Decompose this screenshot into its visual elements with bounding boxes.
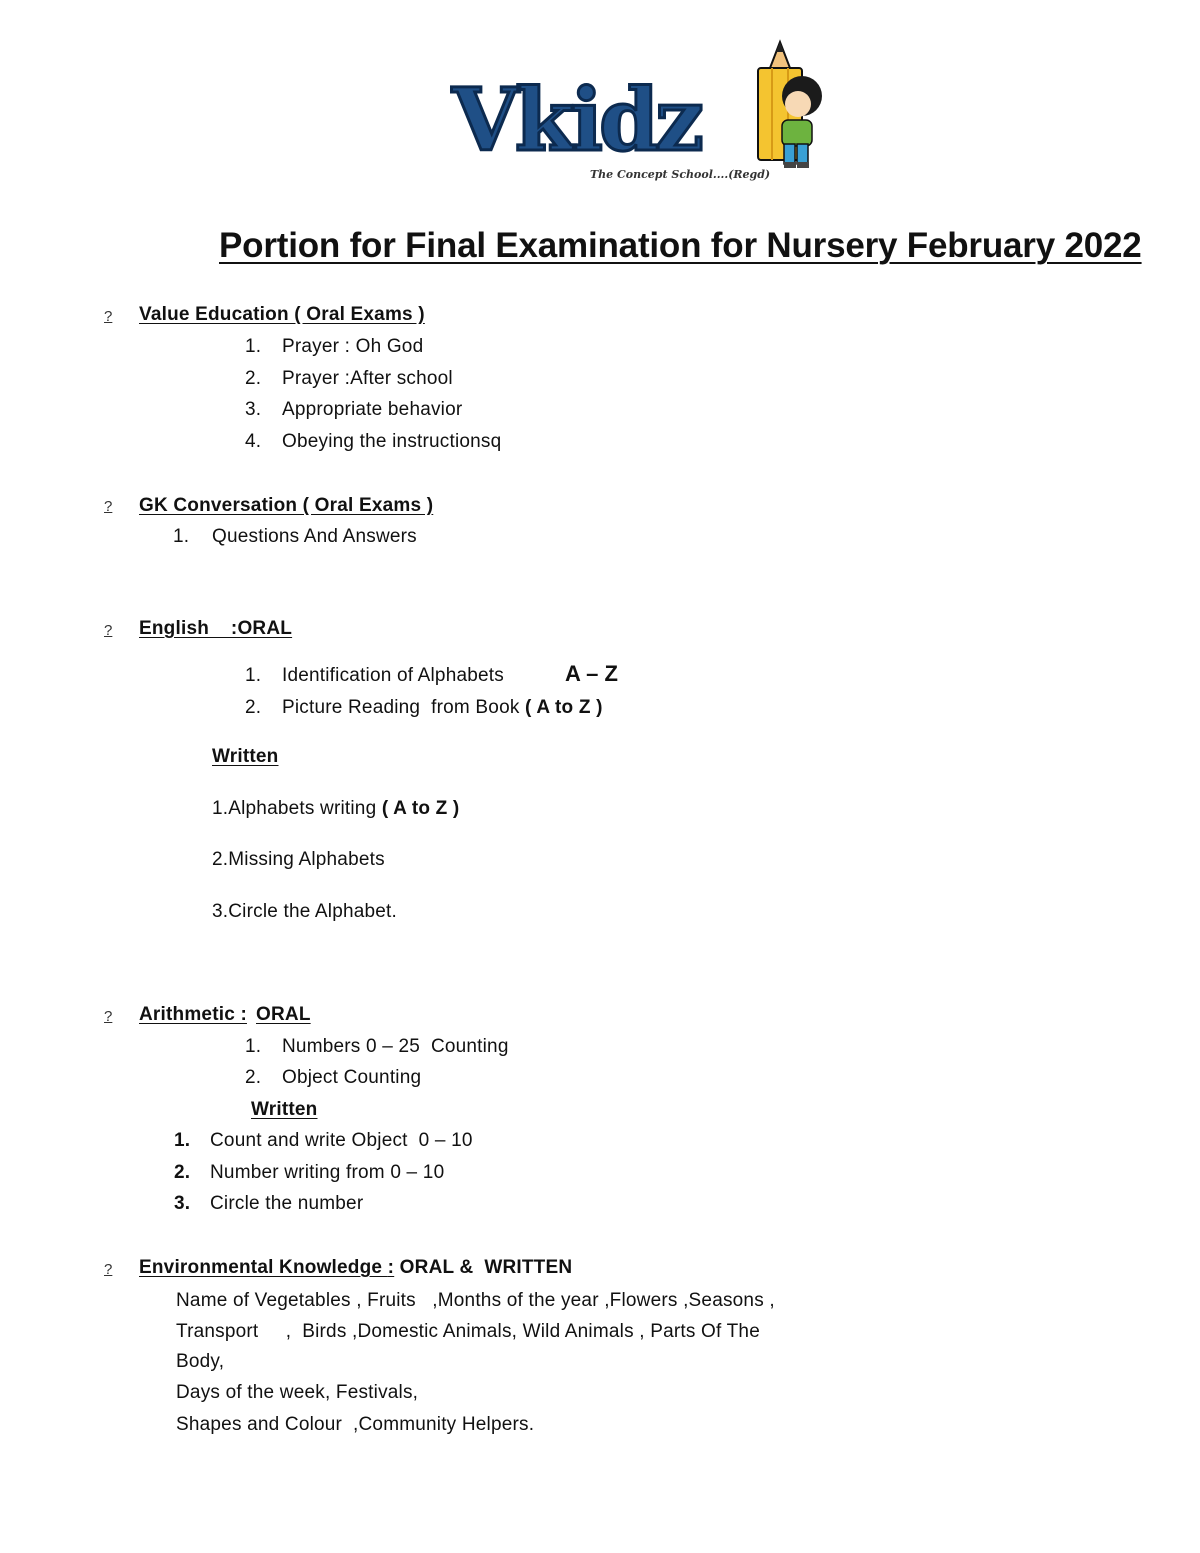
section-heading-arithmetic: Arithmetic : <box>139 1004 247 1025</box>
list-number: 4. <box>245 431 262 452</box>
section-heading-gk: GK Conversation ( Oral Exams ) <box>139 495 434 516</box>
list-number: 2. <box>245 697 262 718</box>
alphabet-range: ( A to Z ) <box>525 697 603 718</box>
list-number: 1. <box>173 526 190 547</box>
list-item: Object Counting <box>282 1067 422 1088</box>
list-item: Prayer :After school <box>282 368 453 389</box>
list-item: Identification of Alphabets <box>282 665 504 686</box>
list-number: 1. <box>245 1036 262 1057</box>
kid-icon <box>782 76 822 168</box>
subheading-written: Written <box>212 746 279 767</box>
list-item: Circle the number <box>210 1193 364 1214</box>
list-item: Number writing from 0 – 10 <box>210 1162 445 1183</box>
list-number: 2. <box>245 1067 262 1088</box>
logo-tagline: The Concept School....(Regd) <box>590 168 771 181</box>
list-number: 2. <box>174 1162 191 1183</box>
list-item: Numbers 0 – 25 Counting <box>282 1036 509 1057</box>
list-item: 2.Missing Alphabets <box>212 849 385 870</box>
alphabet-range: ( A to Z ) <box>381 798 460 819</box>
section-heading-english: English :ORAL <box>139 618 293 639</box>
list-number: 3. <box>174 1193 191 1214</box>
page-title: Portion for Final Examination for Nursery February 2022 <box>219 226 1142 265</box>
section-heading-value-education: Value Education ( Oral Exams ) <box>139 304 425 325</box>
list-item: 1.Alphabets writing ( A to Z ) <box>212 798 460 819</box>
section-bullet: ? <box>104 622 113 639</box>
list-item: 3.Circle the Alphabet. <box>212 901 398 922</box>
logo-brand-text: Vkidz <box>452 70 700 171</box>
list-item: Prayer : Oh God <box>282 336 424 357</box>
list-item: Questions And Answers <box>212 526 417 547</box>
topic-line: Body, <box>176 1351 225 1372</box>
section-bullet: ? <box>104 1008 113 1025</box>
section-bullet: ? <box>104 1261 113 1278</box>
list-number: 3. <box>245 399 262 420</box>
vkidz-logo <box>448 38 828 188</box>
list-item: Obeying the instructionsq <box>282 431 502 452</box>
list-item: Count and write Object 0 – 10 <box>210 1130 473 1151</box>
list-number: 2. <box>245 368 262 389</box>
section-heading-arithmetic-oral: ORAL <box>256 1004 311 1025</box>
list-number: 1. <box>174 1130 191 1151</box>
section-bullet: ? <box>104 308 113 325</box>
list-number: 1. <box>245 336 262 357</box>
section-heading-environmental: Environmental Knowledge : ORAL & WRITTEN <box>139 1257 573 1278</box>
subheading-written: Written <box>251 1099 318 1120</box>
alphabet-range: A – Z <box>565 661 618 686</box>
topic-line: Transport , Birds ,Domestic Animals, Wild Animals , Parts Of The <box>176 1321 760 1342</box>
section-bullet: ? <box>104 498 113 515</box>
list-item: Appropriate behavior <box>282 399 463 420</box>
topic-line: Days of the week, Festivals, <box>176 1382 419 1403</box>
topic-line: Name of Vegetables , Fruits ,Months of the year ,Flowers ,Seasons , <box>176 1290 775 1311</box>
list-number: 1. <box>245 665 262 686</box>
list-item: Picture Reading from Book ( A to Z ) <box>282 697 603 718</box>
topic-line: Shapes and Colour ,Community Helpers. <box>176 1414 535 1435</box>
